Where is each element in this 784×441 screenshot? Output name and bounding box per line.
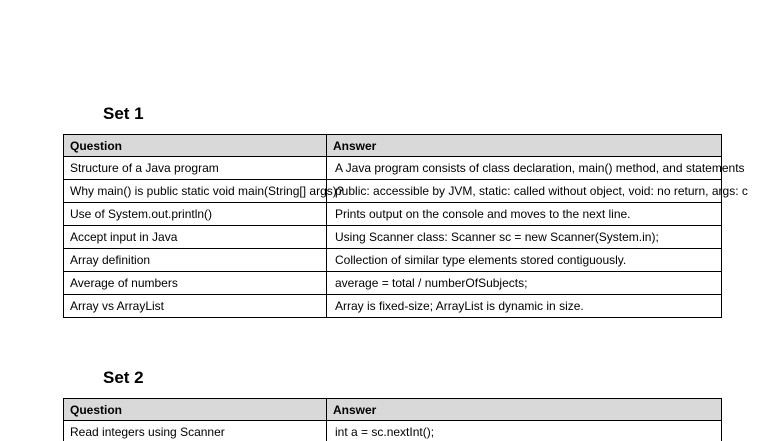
table-row <box>64 295 722 318</box>
answer-cell: Prints output on the console and moves to the next line. <box>327 203 722 226</box>
answer-cell: Using Scanner class: Scanner sc = new Scanner(System.in); <box>327 226 722 249</box>
question-cell: Why main() is public static void main(String[] args)? <box>64 180 327 203</box>
question-cell: Average of numbers <box>64 272 327 295</box>
table-row <box>64 226 722 249</box>
table-row <box>64 180 722 203</box>
table-row <box>64 421 722 441</box>
question-column-header: Question <box>64 135 327 157</box>
answer-cell: average = total / numberOfSubjects; <box>327 272 722 295</box>
set-1-table <box>63 134 748 318</box>
question-cell: Read integers using Scanner <box>64 421 327 441</box>
question-column-header: Question <box>64 399 327 421</box>
answer-cell: Array is fixed-size; ArrayList is dynamic in size. <box>327 295 722 318</box>
table-row <box>64 249 722 272</box>
set-2-table <box>63 398 722 441</box>
table-header-row <box>64 135 722 157</box>
answer-cell: int a = sc.nextInt(); <box>327 421 722 441</box>
table-row <box>64 157 722 180</box>
table-row <box>64 203 722 226</box>
table-header-row <box>64 399 722 421</box>
answer-cell: Collection of similar type elements stored contiguously. <box>327 249 722 272</box>
question-cell: Array vs ArrayList <box>64 295 327 318</box>
table-row <box>64 272 722 295</box>
question-cell: Accept input in Java <box>64 226 327 249</box>
answer-cell: A Java program consists of class declaration, main() method, and statements <box>327 157 722 180</box>
question-cell: Array definition <box>64 249 327 272</box>
answer-cell: public: accessible by JVM, static: called without object, void: no return, args: c <box>327 180 722 203</box>
question-cell: Structure of a Java program <box>64 157 327 180</box>
set-2-heading: Set 2 <box>103 368 144 387</box>
answer-column-header: Answer <box>327 135 722 157</box>
set-1-heading: Set 1 <box>103 104 144 123</box>
question-cell: Use of System.out.println() <box>64 203 327 226</box>
answer-column-header: Answer <box>327 399 722 421</box>
